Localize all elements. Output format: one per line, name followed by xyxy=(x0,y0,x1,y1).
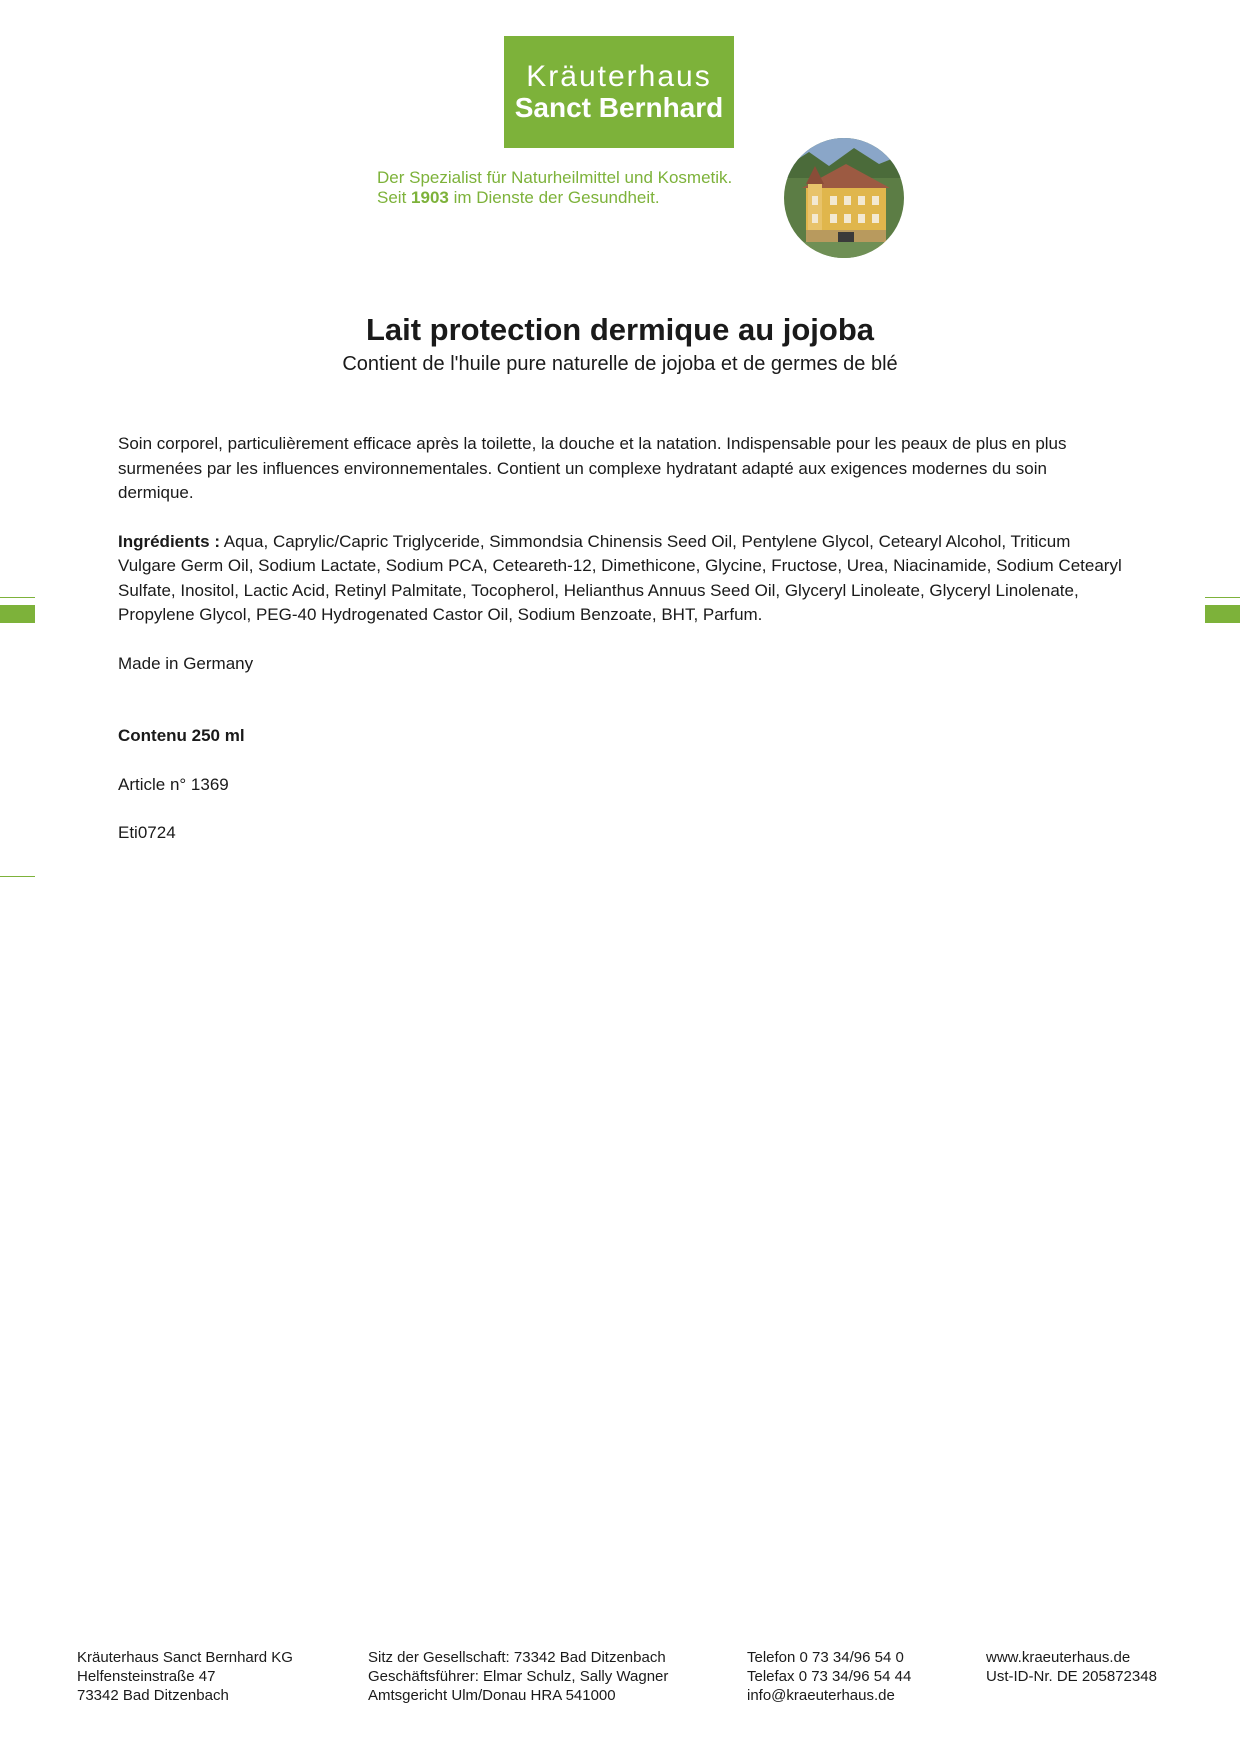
footer-company xyxy=(77,1648,293,1705)
right-fold-line xyxy=(1205,597,1240,598)
footer-fax: Telefax 0 73 34/96 54 44 xyxy=(747,1668,912,1685)
footer-website: www.kraeuterhaus.de xyxy=(986,1649,1131,1666)
product-title: Lait protection dermique au jojoba xyxy=(365,312,875,347)
content-volume: Contenu 250 ml xyxy=(118,726,245,745)
product-description: Soin corporel, particulièrement efficace après la toilette, la douche et la natation. Indispensable pour les peaux de plus en plus surmenées par les influences environnementales. Contient un complexe hydratant adapté aux exigences modernes du soin dermique. xyxy=(118,434,1067,502)
brand-logo xyxy=(504,36,734,148)
footer-city: 73342 Bad Ditzenbach xyxy=(77,1687,229,1704)
footer-web xyxy=(986,1648,1157,1686)
tagline-year: 1903 xyxy=(411,188,449,207)
article-number: Article n° 1369 xyxy=(118,774,229,794)
left-lower-fold-line xyxy=(0,876,35,877)
building-photo xyxy=(784,138,904,258)
tagline-line-2-pre: Seit xyxy=(377,188,412,207)
footer-company-name: Kräuterhaus Sanct Bernhard KG xyxy=(77,1649,293,1666)
left-fold-line xyxy=(0,597,35,598)
footer-seat: Sitz der Gesellschaft: 73342 Bad Ditzenbach xyxy=(368,1649,666,1666)
label-code: Eti0724 xyxy=(118,823,176,842)
tagline-line-2 xyxy=(377,188,732,208)
ingredients-label: Ingrédients : xyxy=(118,531,221,551)
footer-phone: Telefon 0 73 34/96 54 0 xyxy=(747,1649,904,1666)
footer-legal xyxy=(368,1648,668,1705)
footer-email: info@kraeuterhaus.de xyxy=(747,1687,895,1704)
ingredients-paragraph xyxy=(118,530,1122,628)
footer-register: Amtsgericht Ulm/Donau HRA 541000 xyxy=(368,1687,616,1704)
tagline-line-2-post: im Dienste der Gesundheit. xyxy=(448,188,660,207)
logo-line-1: Kräuterhaus xyxy=(526,60,712,93)
product-description-block xyxy=(118,432,1122,846)
ingredients-list: Aqua, Caprylic/Capric Triglyceride, Simmondsia Chinensis Seed Oil, Pentylene Glycol, Cetearyl Alcohol, Triticum Vulgare Germ Oil, Sodium Lactate, Sodium PCA, Ceteareth-12, Dimethicone, Glycine, Fructose, Urea, Niacinamide, Sodium Cetearyl Sulfate, Inositol, Lactic Acid, Retinyl Palmitate, Tocopherol, Helianthus Annuus Seed Oil, Glyceryl Linoleate, Glyceryl Linolenate, Propylene Glycol, PEG-40 Hydrogenated Castor Oil, Sodium Benzoate, BHT, Parfum. xyxy=(118,531,1122,624)
brand-tagline xyxy=(377,168,732,208)
right-fold-mark xyxy=(1205,605,1240,623)
product-header xyxy=(0,310,1240,378)
footer-street: Helfensteinstraße 47 xyxy=(77,1668,216,1685)
product-subtitle: Contient de l'huile pure naturelle de jojoba et de germes de blé xyxy=(342,353,898,375)
footer-vat-id: Ust-ID-Nr. DE 205872348 xyxy=(986,1668,1157,1685)
footer-directors: Geschäftsführer: Elmar Schulz, Sally Wagner xyxy=(368,1668,669,1685)
footer-contact xyxy=(747,1648,911,1705)
origin-text: Made in Germany xyxy=(118,653,254,673)
logo-line-2: Sanct Bernhard xyxy=(514,92,724,123)
tagline-line-1: Der Spezialist für Naturheilmittel und Kosmetik. xyxy=(377,168,733,187)
left-fold-mark xyxy=(0,605,35,623)
